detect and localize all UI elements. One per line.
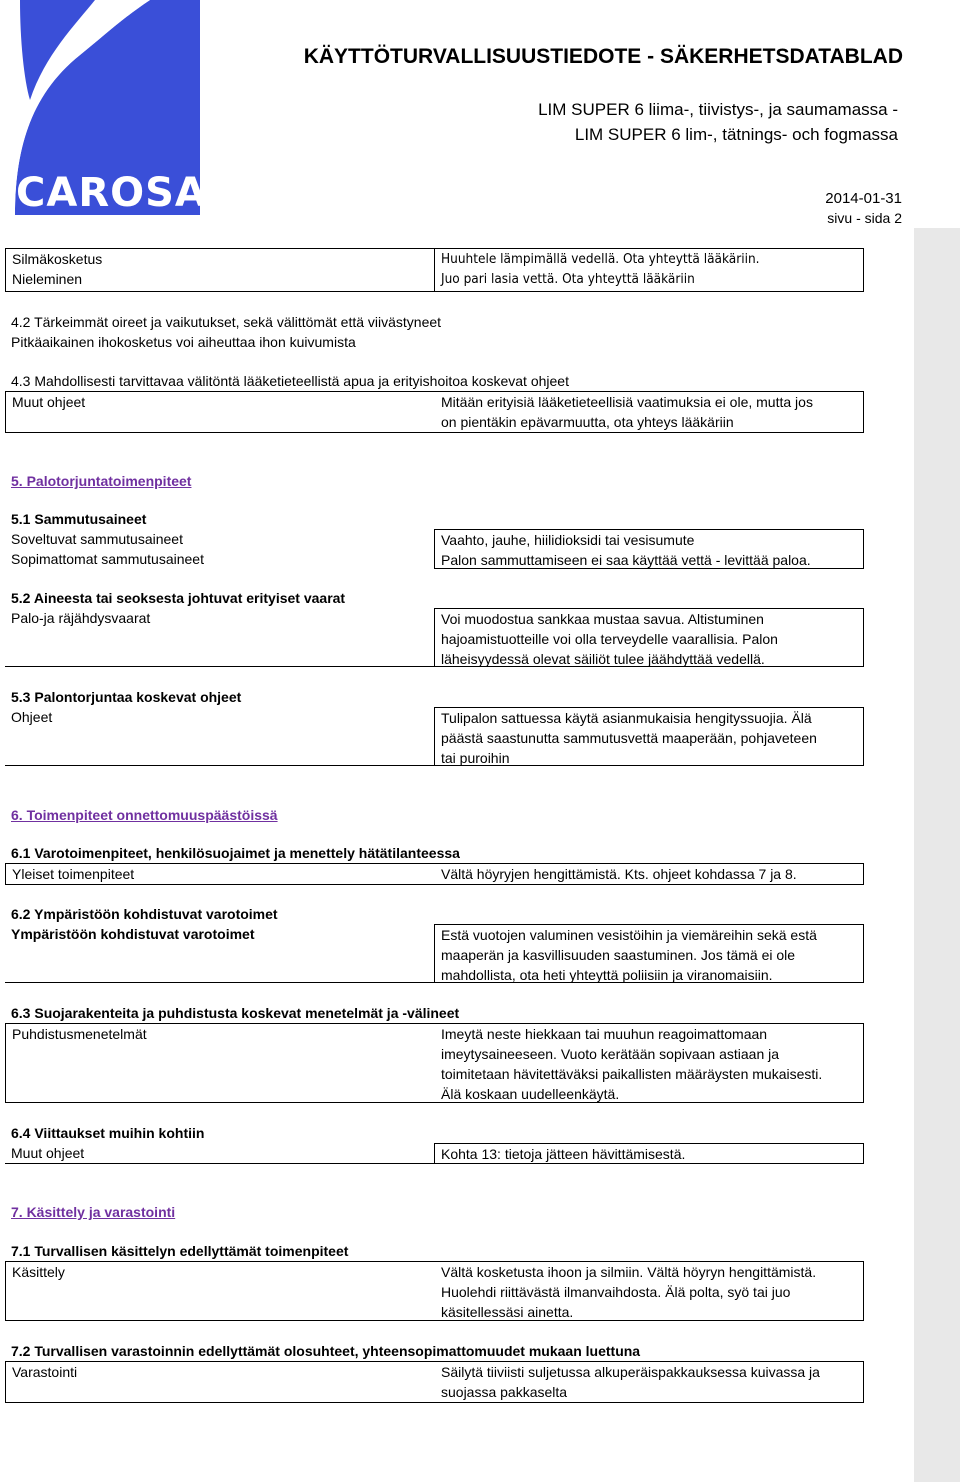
document-title: KÄYTTÖTURVALLISUUSTIEDOTE - SÄKERHETSDATABLAD (303, 45, 903, 68)
table-row-value: Palon sammuttamiseen ei saa käyttää vettä - levittää paloa. (441, 552, 811, 568)
table-row-value: suojassa pakkaselta (441, 1384, 568, 1400)
table-row-label: Ohjeet (11, 709, 53, 725)
info-table (5, 924, 864, 983)
subsection-heading: 6.2 Ympäristöön kohdistuvat varotoimet (11, 906, 278, 922)
info-table (5, 391, 864, 433)
table-row-value: päästä saastunutta sammutusvettä maaperään, pohjaveteen (441, 730, 817, 746)
document-body (5, 248, 864, 1403)
table-row-value: Vältä kosketusta ihoon ja silmiin. Vältä höyryn hengittämistä. (441, 1264, 817, 1280)
product-name-sv: LIM SUPER 6 lim-, tätnings- och fogmassa (574, 125, 898, 144)
table-row-label: Puhdistusmenetelmät (12, 1026, 147, 1042)
subsection-heading: 6.1 Varotoimenpiteet, henkilösuojaimet ja menettely hätätilanteessa (11, 845, 460, 861)
subsection-heading: 6.4 Viittaukset muihin kohtiin (11, 1125, 205, 1141)
subsection-heading: 5.2 Aineesta tai seoksesta johtuvat erityiset vaarat (11, 590, 346, 606)
subsection-heading: 6.3 Suojarakenteita ja puhdistusta koskevat menetelmät ja -välineet (11, 1005, 460, 1021)
table-row-label: Sopimattomat sammutusaineet (11, 551, 204, 567)
table-row-value: Tulipalon sattuessa käytä asianmukaisia hengityssuojia. Älä (441, 710, 812, 726)
table-row-value: Estä vuotojen valuminen vesistöihin ja viemäreihin sekä estä (441, 927, 817, 943)
table-row-value: Säilytä tiiviisti suljetussa alkuperäispakkauksessa kuivassa ja (441, 1364, 820, 1380)
info-table (5, 1361, 864, 1403)
table-row-value: Älä koskaan uudelleenkäytä. (441, 1086, 620, 1102)
scrollbar-track[interactable] (914, 228, 960, 1482)
table-row-value: on pientäkin epävarmuutta, ota yhteys lääkäriin (441, 414, 734, 430)
info-table (5, 1261, 864, 1321)
section-title-5[interactable]: 5. Palotorjuntatoimenpiteet (11, 473, 192, 489)
table-row-value: hajoamistuotteille voi olla terveydelle vaarallisia. Palon (441, 631, 778, 647)
table-row-value: Huuhtele lämpimällä vedellä. Ota yhteyttä lääkäriin. (441, 251, 760, 267)
table-row-value: käsitellessäsi ainetta. (441, 1304, 574, 1320)
subsection-heading: 7.1 Turvallisen käsittelyn edellyttämät toimenpiteet (11, 1243, 349, 1259)
section-text: Pitkäaikainen ihokosketus voi aiheuttaa ihon kuivumista (11, 334, 356, 350)
section-title-6[interactable]: 6. Toimenpiteet onnettomuuspäästöissä (11, 807, 278, 823)
info-table (5, 1023, 864, 1103)
table-row-value: Kohta 13: tietoja jätteen hävittämisestä. (441, 1146, 686, 1162)
product-name-fi: LIM SUPER 6 liima-, tiivistys-, ja saumamassa - (538, 100, 898, 119)
table-row-label: Silmäkosketus (12, 251, 103, 267)
table-row-value: Mitään erityisiä lääketieteellisiä vaatimuksia ei ole, mutta jos (441, 394, 813, 410)
table-row-value: Huolehdi riittävästä ilmanvaihdosta. Älä polta, syö tai juo (441, 1284, 791, 1300)
table-row-value: tai puroihin (441, 750, 510, 766)
logo-wordmark: CAROSA (16, 170, 207, 216)
table-row-label: Käsittely (12, 1264, 65, 1280)
table-row-label: Muut ohjeet (11, 1145, 85, 1161)
info-table (5, 529, 864, 569)
document-date: 2014-01-31 (825, 190, 902, 207)
section-heading: 4.3 Mahdollisesti tarvittavaa välitöntä lääketieteellistä apua ja erityishoitoa koskevat ohjeet (11, 373, 569, 389)
table-row-label: Soveltuvat sammutusaineet (11, 531, 183, 547)
first-aid-table (5, 248, 864, 292)
table-row-value: Voi muodostua sankkaa mustaa savua. Altistuminen (441, 611, 764, 627)
table-row-label: Palo-ja räjähdysvaarat (11, 610, 151, 626)
table-row-value: imeytysaineeseen. Vuoto kerätään sopivaan astiaan ja (441, 1046, 780, 1062)
section-heading: 4.2 Tärkeimmät oireet ja vaikutukset, sekä välittömät että viivästyneet (11, 314, 442, 330)
table-row-value: mahdollista, ota heti yhteyttä poliisiin ja viranomaisiin. (441, 967, 773, 983)
table-row-value: Vaahto, jauhe, hiilidioksidi tai vesisumute (441, 532, 695, 548)
table-row-label: Varastointi (12, 1364, 78, 1380)
carosa-logo (0, 0, 207, 220)
info-table (5, 608, 864, 667)
table-row-value: Vältä höyryjen hengittämistä. Kts. ohjeet kohdassa 7 ja 8. (441, 866, 797, 882)
subsection-heading: 5.3 Palontorjuntaa koskevat ohjeet (11, 689, 242, 705)
table-row-value: maaperän ja kasvillisuuden saastuminen. Jos tämä ei ole (441, 947, 796, 963)
page-number: sivu - sida 2 (827, 210, 902, 226)
info-table (5, 1143, 864, 1164)
table-row-label: Nieleminen (12, 271, 83, 287)
section-title-7[interactable]: 7. Käsittely ja varastointi (11, 1204, 176, 1220)
info-table (5, 863, 864, 885)
info-table (5, 707, 864, 766)
subsection-heading: 7.2 Turvallisen varastoinnin edellyttämät olosuhteet, yhteensopimattomuudet mukaan luettuna (11, 1343, 641, 1359)
table-row-value: Imeytä neste hiekkaan tai muuhun reagoimattomaan (441, 1026, 768, 1042)
table-row-value: toimitetaan hävitettäväksi paikallisten määräysten mukaisesti. (441, 1066, 823, 1082)
subsection-heading: 5.1 Sammutusaineet (11, 511, 147, 527)
table-row-label: Muut ohjeet (12, 394, 86, 410)
table-row-value: Juo pari lasia vettä. Ota yhteyttä lääkäriin (441, 271, 695, 287)
table-row-label: Yleiset toimenpiteet (12, 866, 135, 882)
table-row-label: Ympäristöön kohdistuvat varotoimet (11, 926, 255, 942)
table-row-value: läheisyydessä olevat säiliöt tulee jäähdyttää vedellä. (441, 651, 765, 667)
